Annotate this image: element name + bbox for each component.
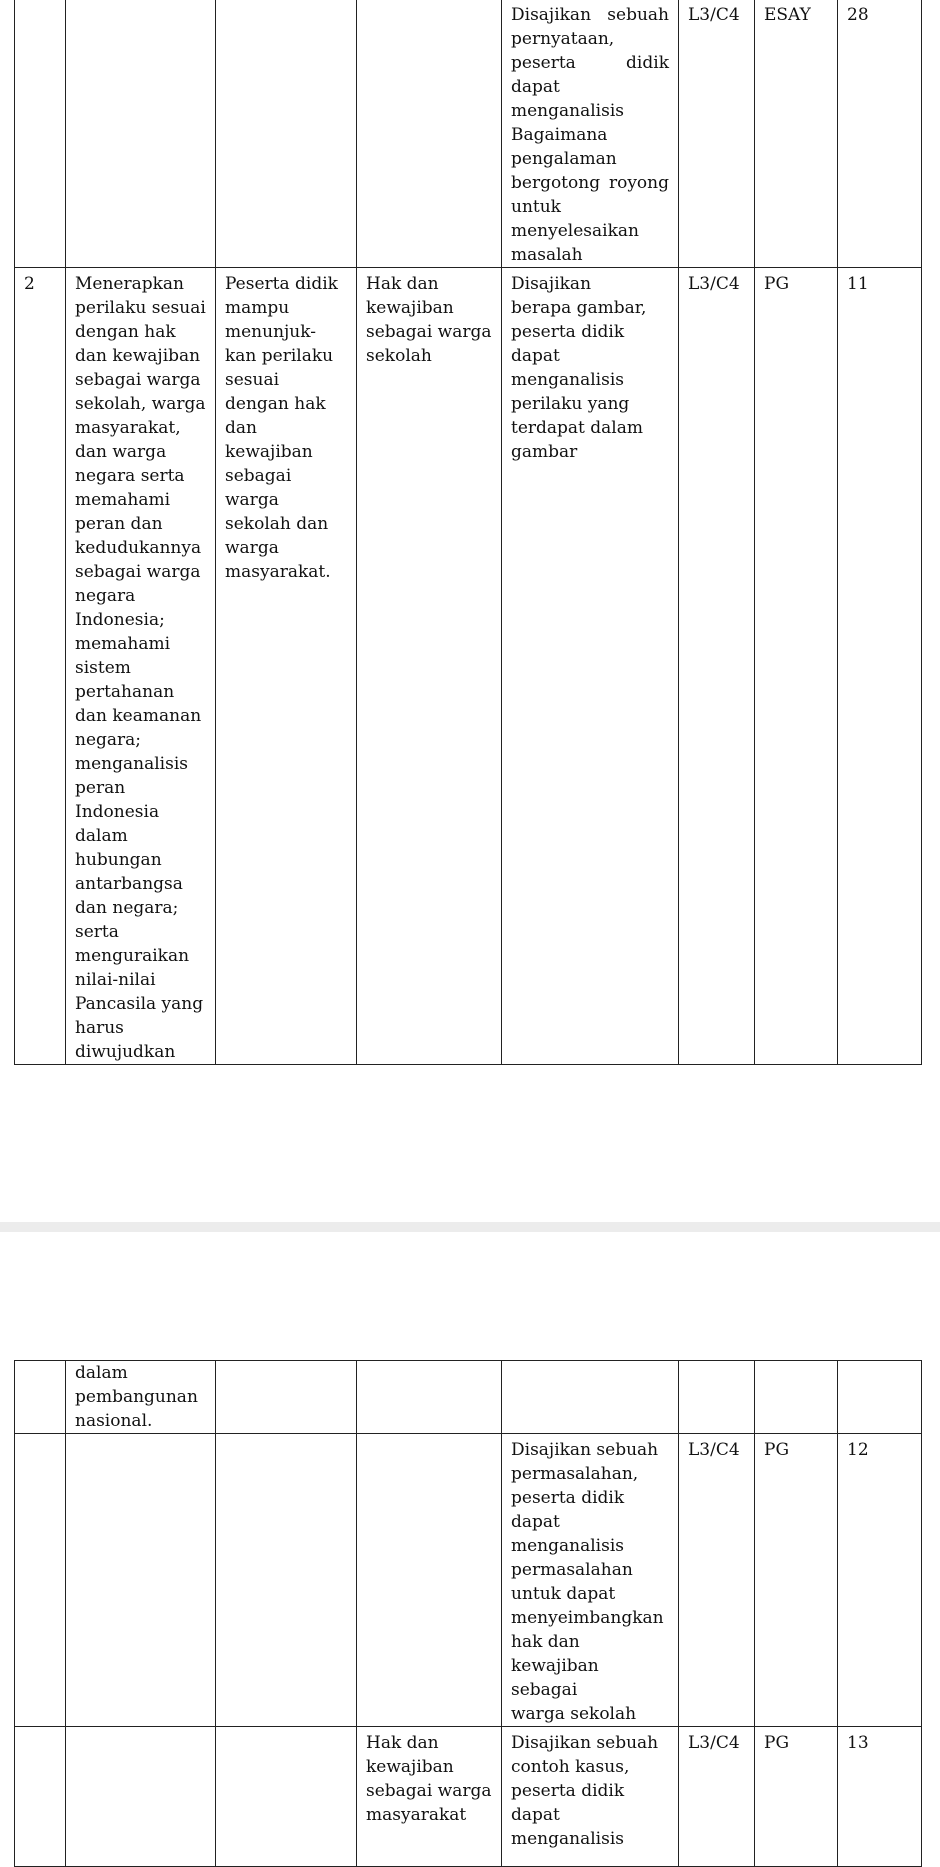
cell-bentuk: PG [755, 1727, 838, 1867]
cell-tujuan: Peserta didik mampu menunjuk- kan perilaku sesuai dengan hak dan kewajiban sebagai warga sekolah dan warga masyarakat. [216, 268, 357, 1065]
cell-materi [357, 0, 502, 268]
cell-no [15, 1434, 66, 1727]
cell-nomor: 11 [838, 268, 922, 1065]
cell-indikator: Disajikan berapa gambar, peserta didik dapat menganalisis perilaku yang terdapat dalam gambar [502, 268, 679, 1065]
cell-materi [357, 1361, 502, 1434]
kisi-kisi-table-page-2 [14, 1360, 922, 1867]
cell-materi: Hak dan kewajiban sebagai warga sekolah [357, 268, 502, 1065]
cell-nomor: 12 [838, 1434, 922, 1727]
cell-tujuan [216, 0, 357, 268]
cell-kompetensi: dalam pembangunan nasional. [66, 1361, 216, 1434]
cell-indikator [502, 1361, 679, 1434]
cell-level: L3/C4 [679, 1727, 755, 1867]
document-page-2 [0, 1232, 940, 1849]
table-row [15, 1361, 922, 1434]
cell-indikator: Disajikan sebuah contoh kasus, peserta didik dapat menganalisis [502, 1727, 679, 1867]
cell-no: 2 [15, 268, 66, 1065]
cell-indikator: Disajikan sebuah pernyataan, peserta didik dapat menganalisis Bagaimana pengalaman bergotong royong untuk menyelesaikan masalah [502, 0, 679, 268]
table-row [15, 1434, 922, 1727]
cell-level [679, 1361, 755, 1434]
cell-bentuk [755, 1361, 838, 1434]
cell-bentuk: ESAY [755, 0, 838, 268]
cell-kompetensi [66, 0, 216, 268]
cell-kompetensi [66, 1727, 216, 1867]
cell-level: L3/C4 [679, 1434, 755, 1727]
cell-bentuk: PG [755, 268, 838, 1065]
cell-no [15, 0, 66, 268]
page-separator [0, 1222, 940, 1232]
table-row [15, 268, 922, 1065]
cell-indikator: Disajikan sebuah permasalahan, peserta didik dapat menganalisis permasalahan untuk dapat menyeimbangkan hak dan kewajiban sebagai warga sekolah [502, 1434, 679, 1727]
cell-no [15, 1727, 66, 1867]
table-row [15, 0, 922, 268]
cell-no [15, 1361, 66, 1434]
cell-tujuan [216, 1361, 357, 1434]
cell-kompetensi: Menerapkan perilaku sesuai dengan hak dan kewajiban sebagai warga sekolah, warga masyarakat, dan warga negara serta memahami peran dan kedudukannya sebagai warga negara Indonesia; memahami sistem pertahanan dan keamanan negara; menganalisis peran Indonesia dalam hubungan antarbangsa dan negara; serta menguraikan nilai-nilai Pancasila yang harus diwujudkan [66, 268, 216, 1065]
cell-materi [357, 1434, 502, 1727]
cell-nomor: 13 [838, 1727, 922, 1867]
cell-materi: Hak dan kewajiban sebagai warga masyarakat [357, 1727, 502, 1867]
kisi-kisi-table-page-1 [14, 0, 922, 1065]
cell-tujuan [216, 1434, 357, 1727]
table-row [15, 1727, 922, 1867]
cell-nomor: 28 [838, 0, 922, 268]
cell-tujuan [216, 1727, 357, 1867]
cell-level: L3/C4 [679, 268, 755, 1065]
cell-level: L3/C4 [679, 0, 755, 268]
cell-nomor [838, 1361, 922, 1434]
cell-bentuk: PG [755, 1434, 838, 1727]
cell-kompetensi [66, 1434, 216, 1727]
